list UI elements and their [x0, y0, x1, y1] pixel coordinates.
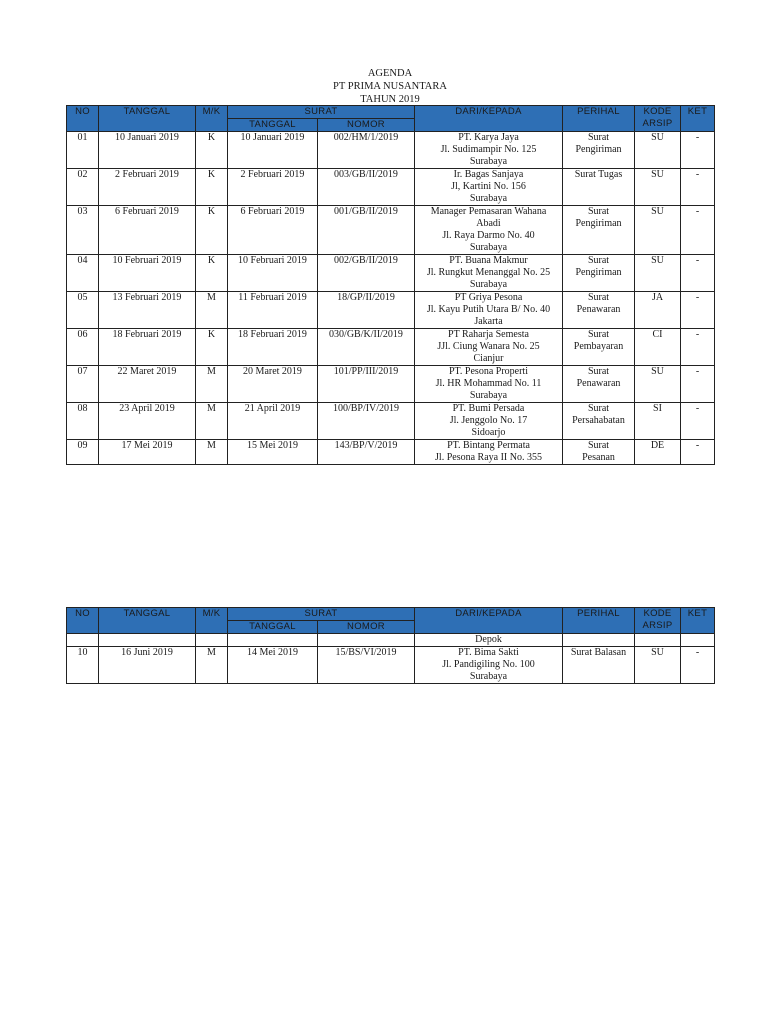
cell-perihal	[563, 292, 635, 329]
cell-empty	[681, 634, 715, 647]
cell-perihal-line: Surat	[587, 403, 610, 414]
cell-no: 09	[67, 440, 99, 465]
cell-surat-tanggal: 10 Februari 2019	[228, 255, 318, 292]
cell-no: 05	[67, 292, 99, 329]
cell-dari-kepada-line: Jl, Kartini No. 156	[451, 181, 526, 192]
cell-perihal	[563, 169, 635, 206]
table-row	[67, 647, 715, 684]
table-row	[67, 366, 715, 403]
cell-tanggal: 23 April 2019	[99, 403, 196, 440]
cell-kode-arsip: SU	[635, 206, 681, 255]
cell-ket: -	[681, 292, 715, 329]
cell-dari-kepada	[415, 292, 563, 329]
cell-nomor: 002/GB/II/2019	[318, 255, 415, 292]
cell-mk: K	[196, 206, 228, 255]
cell-dari-kepada-line: PT. Bima Sakti	[458, 647, 519, 658]
table-row	[67, 292, 715, 329]
cell-surat-tanggal: 21 April 2019	[228, 403, 318, 440]
cell-dari-kepada-line: PT. Karya Jaya	[458, 132, 519, 143]
table-row	[67, 440, 715, 465]
cell-mk: K	[196, 255, 228, 292]
agenda-table	[66, 105, 715, 465]
title-line-year: TAHUN 2019	[360, 94, 420, 105]
cell-nomor: 100/BP/IV/2019	[318, 403, 415, 440]
cell-dari-kepada	[415, 255, 563, 292]
header-mk: M/K	[196, 608, 228, 634]
cell-mk: M	[196, 292, 228, 329]
cell-kode-arsip: SU	[635, 366, 681, 403]
cell-surat-tanggal: 18 Februari 2019	[228, 329, 318, 366]
cell-dari-kepada-line: Jl. Pandigiling No. 100	[442, 659, 535, 670]
cell-tanggal: 13 Februari 2019	[99, 292, 196, 329]
cell-dari-kepada-line: PT. Buana Makmur	[449, 255, 528, 266]
cell-surat-tanggal: 14 Mei 2019	[228, 647, 318, 684]
cell-kode-arsip: SU	[635, 132, 681, 169]
cell-dari-kepada-line: PT. Pesona Properti	[449, 366, 528, 377]
cell-dari-kepada-line: Jl. Pesona Raya II No. 355	[435, 452, 542, 463]
carryover-row	[67, 634, 715, 647]
cell-nomor: 002/HM/1/2019	[318, 132, 415, 169]
cell-perihal	[563, 329, 635, 366]
cell-perihal-line: Surat Tugas	[574, 169, 623, 180]
header-dari-kepada: DARI/KEPADA	[415, 608, 563, 634]
table-body	[67, 132, 715, 465]
cell-ket: -	[681, 329, 715, 366]
header-kode-arsip	[635, 106, 681, 132]
cell-perihal-line: Surat	[587, 255, 610, 266]
header-dari-kepada: DARI/KEPADA	[415, 106, 563, 132]
title-line-company: PT PRIMA NUSANTARA	[333, 81, 447, 92]
cell-nomor: 143/BP/V/2019	[318, 440, 415, 465]
cell-perihal-line: Surat Balasan	[570, 647, 627, 658]
cell-surat-tanggal: 2 Februari 2019	[228, 169, 318, 206]
table-header-continued	[67, 608, 715, 634]
header-no: NO	[67, 608, 99, 634]
cell-kode-arsip: SU	[635, 255, 681, 292]
cell-tanggal: 22 Maret 2019	[99, 366, 196, 403]
cell-dari-kepada-line: Sidoarjo	[471, 427, 506, 438]
cell-dari-kepada-line: PT Raharja Semesta	[448, 329, 529, 340]
cell-no: 04	[67, 255, 99, 292]
cell-mk: M	[196, 366, 228, 403]
header-tanggal: TANGGAL	[99, 608, 196, 634]
cell-dari-kepada-line: Surabaya	[469, 671, 508, 682]
cell-perihal-line: Surat	[587, 132, 610, 143]
cell-dari-kepada	[415, 329, 563, 366]
cell-kode-arsip: SU	[635, 647, 681, 684]
cell-dari-kepada-line: JJl. Ciung Wanara No. 25	[437, 341, 540, 352]
cell-no: 02	[67, 169, 99, 206]
header-kode: KODE	[643, 106, 672, 117]
table-row	[67, 132, 715, 169]
cell-dari-kepada	[415, 440, 563, 465]
cell-dari-kepada-line: Surabaya	[469, 242, 508, 253]
cell-dari-kepada	[415, 403, 563, 440]
cell-kode-arsip: JA	[635, 292, 681, 329]
header-mk: M/K	[196, 106, 228, 132]
cell-dari-kepada-carryover: Depok	[415, 634, 563, 647]
cell-perihal	[563, 132, 635, 169]
table-row	[67, 206, 715, 255]
cell-dari-kepada-line: Surabaya	[469, 279, 508, 290]
cell-no: 01	[67, 132, 99, 169]
cell-tanggal: 10 Februari 2019	[99, 255, 196, 292]
header-kode-arsip	[635, 608, 681, 634]
cell-ket: -	[681, 132, 715, 169]
cell-perihal	[563, 403, 635, 440]
cell-nomor: 101/PP/III/2019	[318, 366, 415, 403]
cell-dari-kepada-line: Jl. Sudimampir No. 125	[440, 144, 537, 155]
cell-dari-kepada	[415, 647, 563, 684]
cell-kode-arsip: DE	[635, 440, 681, 465]
cell-dari-kepada-line: Jl. Jenggolo No. 17	[449, 415, 528, 426]
cell-empty	[228, 634, 318, 647]
cell-perihal-line: Pembayaran	[573, 341, 624, 352]
cell-surat-tanggal: 6 Februari 2019	[228, 206, 318, 255]
cell-no: 07	[67, 366, 99, 403]
cell-nomor: 18/GP/II/2019	[318, 292, 415, 329]
cell-dari-kepada-line: Jakarta	[474, 316, 503, 327]
cell-nomor: 15/BS/VI/2019	[318, 647, 415, 684]
cell-ket: -	[681, 403, 715, 440]
cell-mk: M	[196, 440, 228, 465]
cell-no: 08	[67, 403, 99, 440]
header-no: NO	[67, 106, 99, 132]
cell-tanggal: 6 Februari 2019	[99, 206, 196, 255]
cell-dari-kepada-line: Jl. Kayu Putih Utara B/ No. 40	[426, 304, 551, 315]
cell-mk: K	[196, 169, 228, 206]
header-ket: KET	[681, 106, 715, 132]
cell-ket: -	[681, 169, 715, 206]
cell-tanggal: 17 Mei 2019	[99, 440, 196, 465]
cell-perihal-line: Surat	[587, 366, 610, 377]
document-title	[66, 67, 714, 106]
cell-perihal-line: Pesanan	[582, 452, 615, 463]
cell-tanggal: 18 Februari 2019	[99, 329, 196, 366]
cell-empty	[67, 634, 99, 647]
cell-ket: -	[681, 255, 715, 292]
cell-dari-kepada-line: PT Griya Pesona	[454, 292, 523, 303]
cell-perihal-line: Penawaran	[576, 304, 621, 315]
cell-dari-kepada-line: Cianjur	[473, 353, 504, 364]
cell-perihal-line: Pengiriman	[575, 267, 622, 278]
cell-surat-tanggal: 15 Mei 2019	[228, 440, 318, 465]
cell-dari-kepada-line: Abadi	[476, 218, 501, 229]
cell-dari-kepada-line: Manager Pemasaran Wahana	[430, 206, 547, 217]
title-line-agenda: AGENDA	[367, 68, 413, 79]
cell-dari-kepada	[415, 206, 563, 255]
cell-nomor: 030/GB/K/II/2019	[318, 329, 415, 366]
header-surat-tanggal: TANGGAL	[228, 119, 318, 132]
cell-mk: M	[196, 403, 228, 440]
cell-mk: K	[196, 329, 228, 366]
cell-empty	[196, 634, 228, 647]
cell-surat-tanggal: 10 Januari 2019	[228, 132, 318, 169]
header-tanggal: TANGGAL	[99, 106, 196, 132]
cell-empty	[563, 634, 635, 647]
header-surat-nomor: NOMOR	[318, 119, 415, 132]
cell-tanggal: 10 Januari 2019	[99, 132, 196, 169]
cell-perihal	[563, 206, 635, 255]
header-arsip: ARSIP	[642, 620, 673, 631]
header-ket: KET	[681, 608, 715, 634]
table-body-continued	[67, 634, 715, 684]
header-surat-nomor: NOMOR	[318, 621, 415, 634]
table-row	[67, 169, 715, 206]
cell-perihal-line: Surat	[587, 206, 610, 217]
cell-empty	[99, 634, 196, 647]
cell-dari-kepada-line: Jl. HR Mohammad No. 11	[435, 378, 542, 389]
cell-tanggal: 16 Juni 2019	[99, 647, 196, 684]
header-surat: SURAT	[228, 608, 415, 621]
cell-ket: -	[681, 366, 715, 403]
cell-empty	[318, 634, 415, 647]
cell-dari-kepada	[415, 366, 563, 403]
cell-tanggal: 2 Februari 2019	[99, 169, 196, 206]
cell-ket: -	[681, 206, 715, 255]
header-kode: KODE	[643, 608, 672, 619]
header-perihal: PERIHAL	[563, 106, 635, 132]
cell-perihal	[563, 440, 635, 465]
header-surat-tanggal: TANGGAL	[228, 621, 318, 634]
table-header	[67, 106, 715, 132]
cell-dari-kepada-line: Jl. Rungkut Menanggal No. 25	[426, 267, 551, 278]
cell-nomor: 003/GB/II/2019	[318, 169, 415, 206]
cell-dari-kepada-line: PT. Bintang Permata	[447, 440, 530, 451]
cell-kode-arsip: SI	[635, 403, 681, 440]
agenda-table-continued	[66, 607, 715, 684]
cell-perihal-line: Pengiriman	[575, 218, 622, 229]
cell-ket: -	[681, 440, 715, 465]
cell-dari-kepada-line: Surabaya	[469, 156, 508, 167]
cell-dari-kepada-line: Jl. Raya Darmo No. 40	[442, 230, 535, 241]
cell-perihal-line: Surat	[587, 440, 610, 451]
cell-dari-kepada	[415, 132, 563, 169]
cell-surat-tanggal: 20 Maret 2019	[228, 366, 318, 403]
cell-kode-arsip: SU	[635, 169, 681, 206]
table-row	[67, 329, 715, 366]
cell-surat-tanggal: 11 Februari 2019	[228, 292, 318, 329]
cell-dari-kepada-line: Surabaya	[469, 193, 508, 204]
cell-ket: -	[681, 647, 715, 684]
cell-perihal-line: Pengiriman	[575, 144, 622, 155]
cell-nomor: 001/GB/II/2019	[318, 206, 415, 255]
cell-dari-kepada	[415, 169, 563, 206]
cell-perihal	[563, 255, 635, 292]
cell-mk: K	[196, 132, 228, 169]
cell-perihal	[563, 366, 635, 403]
cell-dari-kepada-line: PT. Bumi Persada	[452, 403, 525, 414]
cell-dari-kepada-line: Ir. Bagas Sanjaya	[453, 169, 524, 180]
cell-perihal-line: Surat	[587, 329, 610, 340]
cell-empty	[635, 634, 681, 647]
cell-perihal	[563, 647, 635, 684]
header-surat: SURAT	[228, 106, 415, 119]
cell-dari-kepada-line: Surabaya	[469, 390, 508, 401]
cell-perihal-line: Persahabatan	[572, 415, 625, 426]
cell-perihal-line: Surat	[587, 292, 610, 303]
cell-mk: M	[196, 647, 228, 684]
header-perihal: PERIHAL	[563, 608, 635, 634]
table-row	[67, 255, 715, 292]
cell-no: 10	[67, 647, 99, 684]
cell-perihal-line: Penawaran	[576, 378, 621, 389]
header-arsip: ARSIP	[642, 118, 673, 129]
table-row	[67, 403, 715, 440]
cell-kode-arsip: CI	[635, 329, 681, 366]
cell-no: 03	[67, 206, 99, 255]
cell-no: 06	[67, 329, 99, 366]
